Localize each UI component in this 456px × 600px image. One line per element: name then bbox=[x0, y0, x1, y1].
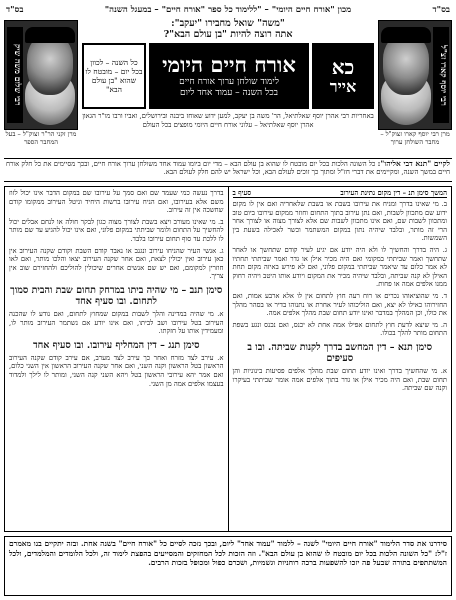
credits-line: באחריות רבי אהרן יוסף שאלתיאל, הר' משה בן יעקב, למען ידוע שאוחז ביבנה ובירושלים, ואביו ורבו מו"ר הגאון אהרן יוסף שאלתיאל – עלוני אורח חיים היומי מופצים בכל העולם bbox=[82, 112, 374, 129]
notice-strip bbox=[4, 158, 452, 182]
right-portrait-name: רבי יוסף קארו זצ"ל bbox=[433, 27, 449, 123]
paragraph: ג. היה בדרך והחשיך לו ולא היה יודע אם יגיע לעיר קודם שתחשך או לאחר שתחשך ואמר שביתתי במקומי ואם היה מכיר אילן או גדר ואמר שביתתי תחתיו לא אמר כלום עד שיאמר שביתתי במקום פלוני, ואם לא פירש באיזה מקום תחת האילן לא קנה שביתה, ובלבד שיהיה מכיר את המקום ויודע אותו היטב ויהיה רחוק ממנו אלפים אמה או פחות. bbox=[232, 245, 447, 289]
column-running-head bbox=[233, 189, 448, 198]
running-head-seif: סעיף ב bbox=[232, 189, 252, 197]
title-subline-2: בכל השנה – עמוד אחד ליום bbox=[179, 88, 278, 98]
top-bsd-right: בס"ד bbox=[432, 4, 450, 15]
top-bsd-left: בס"ד bbox=[6, 4, 24, 15]
date-day: כא bbox=[331, 55, 355, 79]
title-subline-1: לימוד שולחן ערוך אורח חיים bbox=[179, 77, 279, 87]
footer-dedication: סידרנו את סדר הלימוד "אורח חיים היומי" לשנה – ללמוד "עמוד אחד" ליום, ובכך נזכה לסיים כל "אורח חיים" בשנה אחת. ובזה יתקיים בנו מאמרם ז"ל: "כל השונה הלכות בכל יום מובטח לו שהוא בן עולם הבא". וזה הזכות לכל המחזקים והמסייעים בהפצת לימוד זה, ולכל הלומדים והמלמדים, ולכל המשתתפים בתורה שבעל פה יזכו להשפעות ברכה רוחניות וגשמיות, ושכרם כפול ומכופל בזכות הרבים. bbox=[4, 536, 452, 596]
notice-text: כל השונה הלכות בכל יום מובטח לו שהוא בן עולם הבא – מדי יום ביומו עמוד אחד משולחן ערוך אורח חיים, ובכך מסיימים את כל חלק אורח חיים במשך השנה, ומקיימים את דברי חז"ל ומתוך כך זוכים לעולם הבא, וכל ישראל יש להם חלק לעולם הבא. bbox=[6, 160, 450, 176]
portrait-hat bbox=[25, 27, 75, 43]
title-box bbox=[149, 43, 309, 109]
left-portrait bbox=[4, 20, 78, 130]
date-month: אייר bbox=[329, 77, 357, 96]
paragraph: ד. מי שהוציאוהו נכרים או רוח רעה חוץ לתחום אין לו אלא ארבע אמות, ואם החזירוהו כאילו לא יצא, ואם הוליכוהו לעיר אחרת או נתנוהו בדיר או בסהר מהלך את כולו, וכן המהלך במדבר ואינו יודע תחום שבת מהלך אלפים אמה. bbox=[232, 291, 447, 318]
masthead-center bbox=[80, 16, 376, 156]
two-column-body bbox=[4, 186, 452, 532]
paragraph: א. מי שהיה במדינה והלך לשבות במקום שמחוץ לתחום, ואם נודע לו שהכנה העירוב בטל עירובו ושב לביתו, ואם אינו יודע אם נשתמר העירוב מותר לו, ומעמידין אותו על חזקתו. bbox=[9, 309, 224, 336]
page-title: אורח חיים היומי bbox=[162, 52, 296, 77]
right-portrait-caption: מרן רבי יוסף קארו זצוק"ל – מחבר השולחן ערוך bbox=[380, 130, 450, 146]
siman-heading: סימן תנב – מי שהיה ביתו במרחק תחום שבת והבית סמוך לתחום. ובו סעיף אחד bbox=[10, 284, 223, 307]
date-box bbox=[312, 43, 374, 109]
paragraph: ב. מי שאינו מעורב ויצא בשבת לצורך מצוה כגון לבקר חולה או לנחם אבלים יכול להחשיך על התחום ולומר שביתתי במקום פלוני, ואם אינו יכול להגיע עד שם מותר לו ללכת עד סוף תחום עירובו בלבד. bbox=[9, 217, 224, 243]
left-column bbox=[5, 187, 228, 531]
paragraph: ב. מי שאינו בדרך ומניח את עירובו בשבת או בשבת שלאחריה ואם אין לו מקום ידוע שם מתכוון לשבות, ואם נתן עירוב בתוך התחום וחוזר ממקום עירובו ביום טוב ומתכוון לשבות שם, ואם אינו מתכוון לשבות שם אלא לצורך מצוה או לצורך אחר הרי זה מותר, ובלבד שיהיה נתון במקום המשתמר וכשר לאכילה בשעת בין השמשות. bbox=[232, 200, 447, 243]
right-portrait bbox=[378, 20, 452, 130]
running-head-title: המשך סימן תנ – דין מקום נתינת העירוב bbox=[340, 189, 447, 197]
paragraph: א. מי שהחשיך בדרך ואינו יודע תחום שבת מהלך אלפים פסיעות בינוניות והן תחום שבת, ואם היה מכיר אילן או גדר בתוך אלפים אמה אומר שביתתי בעיקרו וקנה שם שביתה. bbox=[232, 366, 447, 393]
paragraph: ה. מי שיצא לדעת חוץ לתחום אפילו אמה אחת לא יכנס, ואם נכנס ונגע בשפת התחום מותר להלך בכולו. bbox=[232, 320, 447, 338]
portrait-hat bbox=[381, 27, 431, 43]
paragraph: ג. אנשי העיר שהניחו עירוב ונגנב או נאבד קודם השבת וקודם שקנה העירוב אין כאן עירוב ואין יכולין לצאת, ואם אחר שקנה העירוב יצאו והלכו מותר, ואם לאו חוזרין למקומם, ואם יש שם אנשים אחרים שיכולין להוליכם ולהחזירם שוב אין צריך. bbox=[9, 246, 224, 281]
siman-heading: סימן תנא – דין המחשב בדרך לקנות שביתה. ובו ב סעיפים bbox=[247, 341, 433, 364]
left-portrait-name: רבי שלום משה שיק bbox=[7, 27, 23, 123]
top-institute-line: מכון "אורח חיים היומי" – "ללימוד כל ספר "אורח חיים" – במעגל השנה" bbox=[104, 4, 352, 15]
notice-heading: לקיים "תנא דבי אליהו": bbox=[377, 159, 451, 168]
masthead-question: "משה" שואל מחבירו "יעקב": bbox=[171, 18, 285, 29]
info-box: כל השנה – לכוון בכל יום – מובטח לו שהוא "בן עולם הבא" bbox=[82, 43, 146, 109]
title-bar bbox=[82, 43, 374, 109]
right-column bbox=[228, 187, 452, 531]
top-banner bbox=[6, 2, 450, 16]
siman-heading: סימן תנג – דין המחליף עירובו. ובו סעיף אחד bbox=[33, 339, 200, 351]
masthead-question-2: אתה רוצה להיות "בן עולם הבא"? bbox=[163, 29, 293, 40]
portrait-face bbox=[27, 35, 73, 95]
paragraph: בדרך נעשה כמי שעמד שם ואם סמך על עירובו שם במקום הדבר אינו יכול לזוז משם אלא בעירובו, ואם הניח עירובו ברשות היחיד וניטל העירוב ממקומו קודם שחשכה אין זה עירוב. bbox=[9, 189, 224, 215]
masthead bbox=[4, 16, 452, 156]
portrait-face bbox=[383, 35, 429, 95]
left-portrait-caption: מרן זקני הר"ר זצוק"ל – בעל המחבר הספר bbox=[5, 130, 77, 146]
paragraph: א. עירב לצד מזרח ואחר כך עירב לצד מערב, אם עירב קודם שקנה העירוב הראשון בטל הראשון וקנה השני, ואם אחר שקנה העירוב הראשון אין השני כלום, ואם אמר יהא עירובי הראשון בטל ויהא השני קנה השני, ומותר לו לילך ולמדוד בעצמו אלפים אמה מן השני. bbox=[9, 353, 224, 388]
